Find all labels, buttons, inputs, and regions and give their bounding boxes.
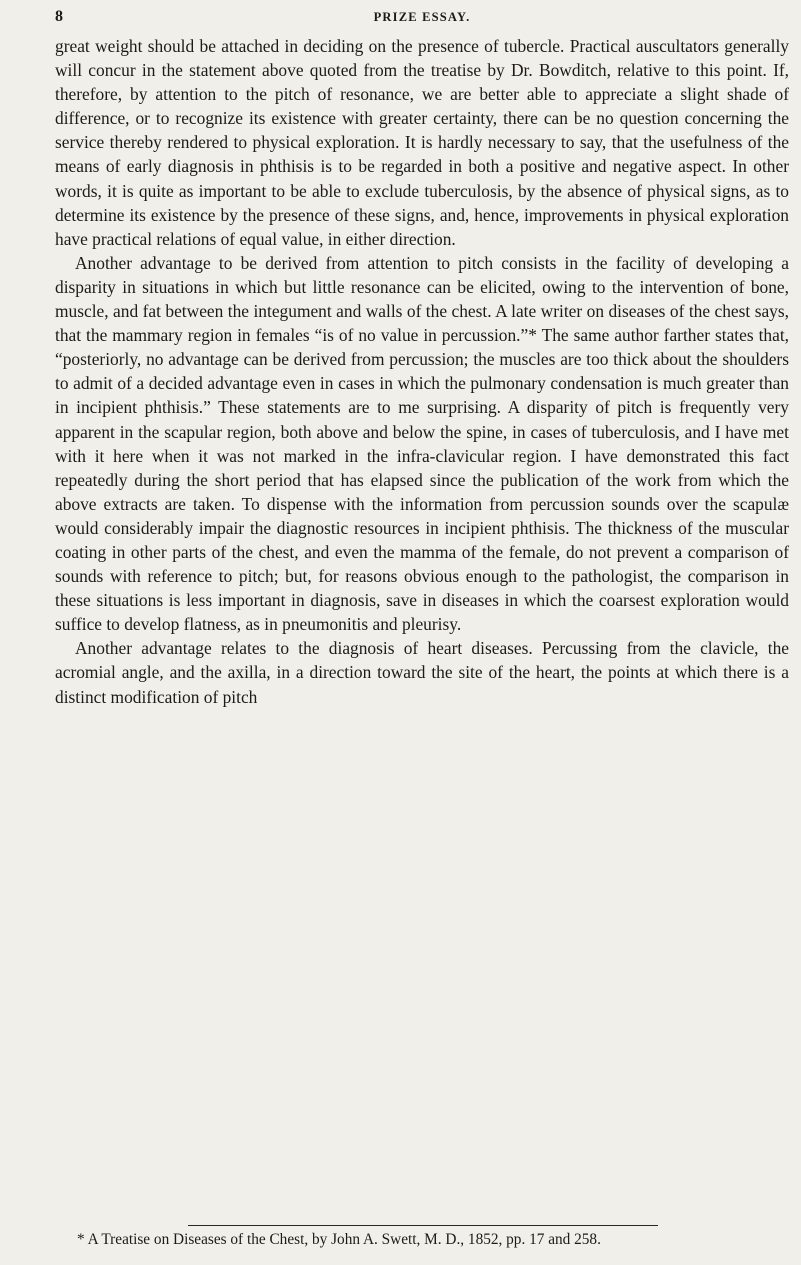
page-header xyxy=(55,8,789,28)
body-text xyxy=(55,34,789,709)
footnote-rule xyxy=(188,1225,658,1226)
paragraph-2: Another advantage to be derived from attention to pitch consists in the facility of developing a disparity in situations in which but little resonance can be elicited, owing to the intervention of bone, muscle, and fat between the integument and walls of the chest. A late writer on diseases of the chest says, that the mammary region in females “is of no value in percussion.”* The same author farther states that, “posteriorly, no advantage can be derived from percussion; the muscles are too thick about the shoulders to admit of a decided advantage even in cases in which the pulmonary condensation is much greater than in incipient phthisis.” These statements are to me surprising. A disparity of pitch is frequently very apparent in the scapular region, both above and below the spine, in cases of tuberculosis, and I have met with it here when it was not marked in the infra-clavicular region. I have demonstrated this fact repeatedly during the short period that has elapsed since the publication of the work from which the above extracts are taken. To dispense with the information from percussion sounds over the scapulæ would considerably impair the diagnostic resources in incipient phthisis. The thickness of the muscular coating in other parts of the chest, and even the mamma of the female, do not prevent a comparison of sounds with reference to pitch; but, for reasons obvious enough to the pathologist, the comparison in these situations is less important in diagnosis, save in diseases in which the coarsest exploration would suffice to develop flatness, as in pneumonitis and pleurisy. xyxy=(55,252,789,635)
paragraph-3: Another advantage relates to the diagnosis of heart diseases. Percussing from the clavicle, the acromial angle, and the axilla, in a direction toward the site of the heart, the points at which there is a distinct modification of pitch xyxy=(55,638,789,707)
running-head: PRIZE ESSAY. xyxy=(373,10,471,24)
page-number: 8 xyxy=(55,8,63,25)
footnote: * A Treatise on Diseases of the Chest, by John A. Swett, M. D., 1852, pp. 17 and 258. xyxy=(77,1231,601,1248)
paragraph-1: great weight should be attached in deciding on the presence of tubercle. Practical auscultators generally will concur in the statement above quoted from the treatise by Dr. Bowditch, relative to this point. If, therefore, by attention to the pitch of resonance, we are better able to appreciate a slight shade of difference, or to recognize its existence with greater certainty, there can be no question concerning the service thereby rendered to physical exploration. It is hardly necessary to say, that the usefulness of the means of early diagnosis in phthisis is to be regarded in both a positive and negative aspect. In other words, it is quite as important to be able to exclude tuberculosis, by the absence of physical signs, as to determine its existence by the presence of these signs, and, hence, improvements in physical exploration have practical relations of equal value, in either direction. xyxy=(55,36,789,249)
